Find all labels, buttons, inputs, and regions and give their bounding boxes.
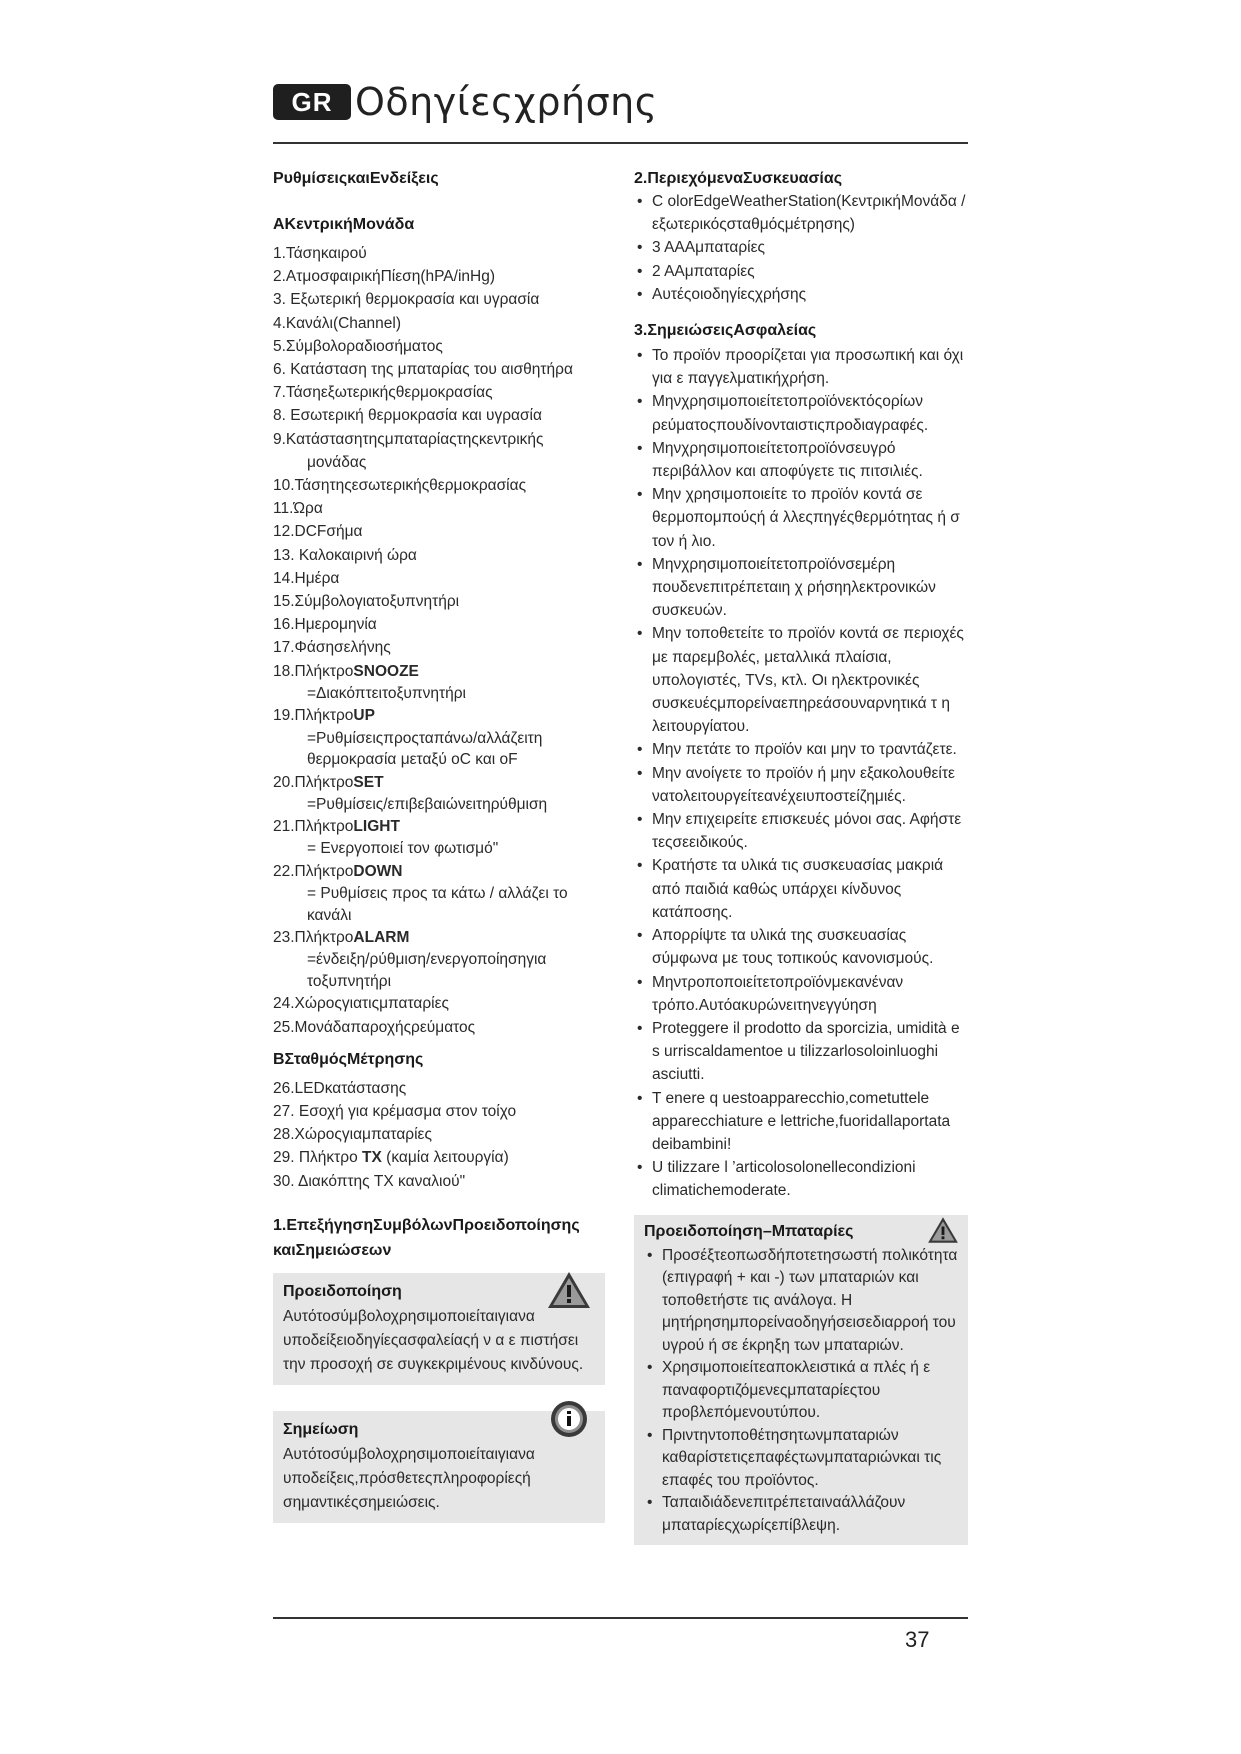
list-item: 10.Τάσητηςεσωτερικήςθερμοκρασίας: [273, 477, 527, 495]
section-title-safety: 3.ΣημειώσειςΑσφαλείας: [634, 322, 817, 340]
battery-warning-title: Προειδοποίηση–Μπαταρίες: [644, 1222, 854, 1240]
list-item: 2.ΑτμοσφαιρικήΠίεση(hPA/inHg): [273, 268, 495, 286]
safety-item: • Proteggere il prodotto da sporcizia, umidità e s urriscaldamentoe u tilizzarlosoloinluoghi asciutti.: [634, 1017, 968, 1087]
header-rule: [273, 142, 968, 144]
list-item: 7.Τάσηεξωτερικήςθερμοκρασίας: [273, 384, 493, 402]
button-name: TX: [362, 1149, 382, 1167]
list-item: 28.Χώροςγιαμπαταρίες: [273, 1126, 432, 1144]
page-header: [273, 80, 658, 124]
list-item: 12.DCFσήμα: [273, 523, 363, 541]
item-suffix: (καμία λειτουργία): [381, 1149, 509, 1167]
button-description: =Ρυθμίσεις/επιβεβαιώνειτηρύθμιση: [307, 795, 548, 813]
battery-item: • Χρησιμοποιείτεαποκλειστικά α πλές ή ε παναφορτιζόμενεςμπαταρίεςτου προβλεπόμενουτύπου.: [644, 1357, 958, 1425]
button-name: LIGHT: [353, 818, 400, 836]
section-title-contents: 2.ΠεριεχόμεναΣυσκευασίας: [634, 170, 843, 187]
note-box-text: Αυτότοσύμβολοχρησιμοποιείταιγιανα υποδείξεις,πρόσθετεςπληροφορίεςή σημαντικέςσημειώσεις.: [283, 1445, 535, 1511]
page-title: Οδηγίεςχρήσης: [355, 80, 658, 124]
language-badge: GR: [273, 84, 351, 120]
contents-item: • 3 AAAμπαταρίες: [634, 236, 968, 259]
subsection-sensor: ΒΣταθμόςΜέτρησης: [273, 1050, 424, 1068]
battery-item: • Προσέξτεοπωσδήποτετησωστή πολικότητα (επιγραφή + και -) των μπαταριών και τοποθετήστε τις ανάλογα. Η μητήρησημπορείναοδηγήσεισεδιαρροή του υγρού ή σε έκρηξη των μπαταριών.: [644, 1245, 958, 1358]
button-description: =ένδειξη/ρύθμιση/ενεργοποίησηγια τοξυπνητήρι: [307, 951, 547, 990]
list-item: 17.Φάσησελήνης: [273, 639, 391, 657]
list-item: 14.Ημέρα: [273, 569, 340, 587]
button-item: [273, 704, 603, 727]
safety-item: • Το προϊόν προορίζεται για προσωπική και όχι για ε παγγελματικήχρήση.: [634, 344, 968, 390]
safety-notes-list: [634, 344, 968, 1203]
button-name: SET: [353, 773, 384, 791]
list-item: 25.Μονάδαπαροχήςρεύματος: [273, 1018, 476, 1036]
footer-rule: [273, 1617, 968, 1619]
contents-item: • Αυτέςοιοδηγίεςχρήσης: [634, 283, 968, 306]
warning-box: [273, 1273, 605, 1385]
list-item: 26.LEDκατάστασης: [273, 1079, 407, 1097]
safety-item: • Μηνχρησιμοποιείτετοπροϊόνεκτόςορίων ρεύματοςπουδίνονταιστιςπροδιαγραφές.: [634, 390, 968, 436]
list-item: 8. Εσωτερική θερμοκρασία και υγρασία: [273, 407, 542, 425]
button-number: 22.Πλήκτρο: [273, 862, 354, 880]
button-name: SNOOZE: [353, 662, 419, 680]
info-icon: [549, 1399, 589, 1439]
button-item: [273, 815, 603, 838]
safety-item: • U tilizzare l ’articolosolonellecondizioni climatichemoderate.: [634, 1156, 968, 1202]
safety-item: • Μην επιχειρείτε επισκευές μόνοι σας. Αφήστε τεςσεειδικούς.: [634, 808, 968, 854]
button-description: =Διακόπτειτοξυπνητήρι: [307, 684, 466, 702]
battery-item: • Πριντηντοποθέτησητωνμπαταριών καθαρίστετιςεπαφέςτωνμπαταριώνκαι τις επαφές του προϊόντος.: [644, 1425, 958, 1493]
list-item: 1.Τάσηκαιρού: [273, 245, 367, 262]
page-number: 37: [905, 1627, 930, 1652]
battery-warning-box: [634, 1215, 968, 1546]
section-title-symbols: 1.ΕπεξήγησηΣυμβόλωνΠροειδοποίησης καιΣημειώσεων: [273, 1216, 580, 1259]
button-name: ALARM: [353, 929, 410, 947]
button-description: = Ρυθμίσεις προς τα κάτω / αλλάζει το κανάλι: [307, 885, 568, 924]
battery-item: • Ταπαιδιάδενεπιτρέπεταιναάλλάζουν μπαταρίεςχωρίςεπίβλεψη.: [644, 1492, 958, 1537]
sensor-list: [273, 1077, 603, 1193]
list-item: 6. Κατάσταση της μπαταρίας του αισθητήρα: [273, 361, 573, 379]
button-item: [273, 660, 603, 683]
list-item: 5.Σύμβολοραδιοσήματος: [273, 337, 443, 355]
list-item: 11.Ώρα: [273, 500, 323, 518]
battery-warning-list: [644, 1245, 958, 1538]
button-item: [273, 926, 603, 949]
list-item: 4.Κανάλι(Channel): [273, 314, 402, 332]
safety-item: • Κρατήστε τα υλικά τις συσκευασίας μακριά από παιδιά καθώς υπάρχει κίνδυνος κατάποσης.: [634, 854, 968, 924]
central-unit-list: [273, 242, 603, 660]
button-number: 23.Πλήκτρο: [273, 929, 354, 947]
button-number: 18.Πλήκτρο: [273, 662, 354, 680]
safety-item: • Μηνχρησιμοποιείτετοπροϊόνσεμέρη πουδενεπιτρέπεταιη χ ρήσηηλεκτρονικών συσκευών.: [634, 553, 968, 623]
safety-item: • Μηντροποποιείτετοπροϊόνμεκανέναν τρόπο.Αυτόακυρώνειτηνεγγύηση: [634, 971, 968, 1017]
warning-box-title: Προειδοποίηση: [283, 1282, 402, 1300]
button-description: = Ενεργοποιεί τον φωτισμό": [307, 840, 499, 858]
safety-item: • T enere q uestoapparecchio,cometuttele apparecchiature e lettriche,fuoridallaportata deibambini!: [634, 1087, 968, 1157]
safety-item: • Μην ανοίγετε το προϊόν ή μην εξακολουθείτε νατολειτουργείτεανέχειυποστείζημιές.: [634, 762, 968, 808]
contents-item: • C olorEdgeWeatherStation(ΚεντρικήΜονάδα /εξωτερικόςσταθμόςμέτρησης): [634, 190, 968, 236]
safety-item: • Μην χρησιμοποιείτε το προϊόν κοντά σε θερμοπομπούςή ά λλεςπηγέςθερμότητας ή σ τον ή λιο.: [634, 483, 968, 553]
list-item: 24.Χώροςγιατιςμπαταρίες: [273, 995, 449, 1013]
button-name: DOWN: [353, 862, 403, 880]
list-item: 16.Ημερομηνία: [273, 616, 377, 634]
note-box: [273, 1411, 605, 1523]
subsection-central-unit: ΑΚεντρικήΜονάδα: [273, 216, 415, 233]
button-number: 19.Πλήκτρο: [273, 707, 354, 725]
section-title-settings: ΡυθμίσειςκαιΕνδείξεις: [273, 170, 439, 187]
item-prefix: 29. Πλήκτρο: [273, 1149, 363, 1167]
button-item: [273, 771, 603, 794]
contents-item: • 2 AAμπαταρίες: [634, 260, 968, 283]
button-number: 21.Πλήκτρο: [273, 818, 354, 836]
safety-item: • Απορρίψτε τα υλικά της συσκευασίας σύμφωνα με τους τοπικούς κανονισμούς.: [634, 924, 968, 970]
button-name: UP: [353, 707, 375, 725]
warning-triangle-icon: [545, 1269, 593, 1311]
safety-item: • Μην τοποθετείτε το προϊόν κοντά σε περιοχές με παρεμβολές, μεταλλικά πλαίσια, υπολογιστές, TVs, κτλ. Οι ηλεκτρονικές συσκευέςμπορείναεπηρεάσουναρνητικά τ η λειτουργίατου.: [634, 622, 968, 738]
list-item: 13. Καλοκαιρινή ώρα: [273, 546, 417, 564]
central-unit-list-end: [273, 992, 603, 1038]
package-contents-list: [634, 190, 968, 306]
button-list: [273, 660, 603, 993]
warning-triangle-icon: [926, 1215, 960, 1245]
list-item: 3. Εξωτερική θερμοκρασία και υγρασία: [273, 291, 540, 309]
safety-item: • Μηνχρησιμοποιείτετοπροϊόνσευγρό περιβάλλον και αποφύγετε τις πιτσιλιές.: [634, 437, 968, 483]
left-column: [273, 168, 603, 1523]
note-box-title: Σημείωση: [283, 1420, 359, 1438]
button-description: =Ρυθμίσειςπροςταπάνω/αλλάζειτη θερμοκρασία μεταξύ oC και oF: [307, 729, 543, 769]
list-item: 15.Σύμβολογιατοξυπνητήρι: [273, 593, 460, 611]
warning-box-text: Αυτότοσύμβολοχρησιμοποιείταιγιανα υποδείξειοδηγίεςασφαλείαςή ν α ε πιστήσει την προσοχή σε συγκεκριμένους κινδύνους.: [283, 1307, 584, 1373]
button-number: 20.Πλήκτρο: [273, 773, 354, 791]
safety-item: • Μην πετάτε το προϊόν και μην το τραντάζετε.: [634, 738, 968, 761]
list-item: 27. Εσοχή για κρέμασμα στον τοίχο: [273, 1102, 517, 1120]
list-item: [273, 1146, 603, 1169]
right-column: [634, 168, 968, 1545]
list-item: 30. Διακόπτης TX καναλιού": [273, 1172, 466, 1190]
list-item: 9.Κατάστασητηςμπαταρίαςτηςκεντρικής μονάδας: [273, 430, 544, 471]
button-item: [273, 860, 603, 883]
